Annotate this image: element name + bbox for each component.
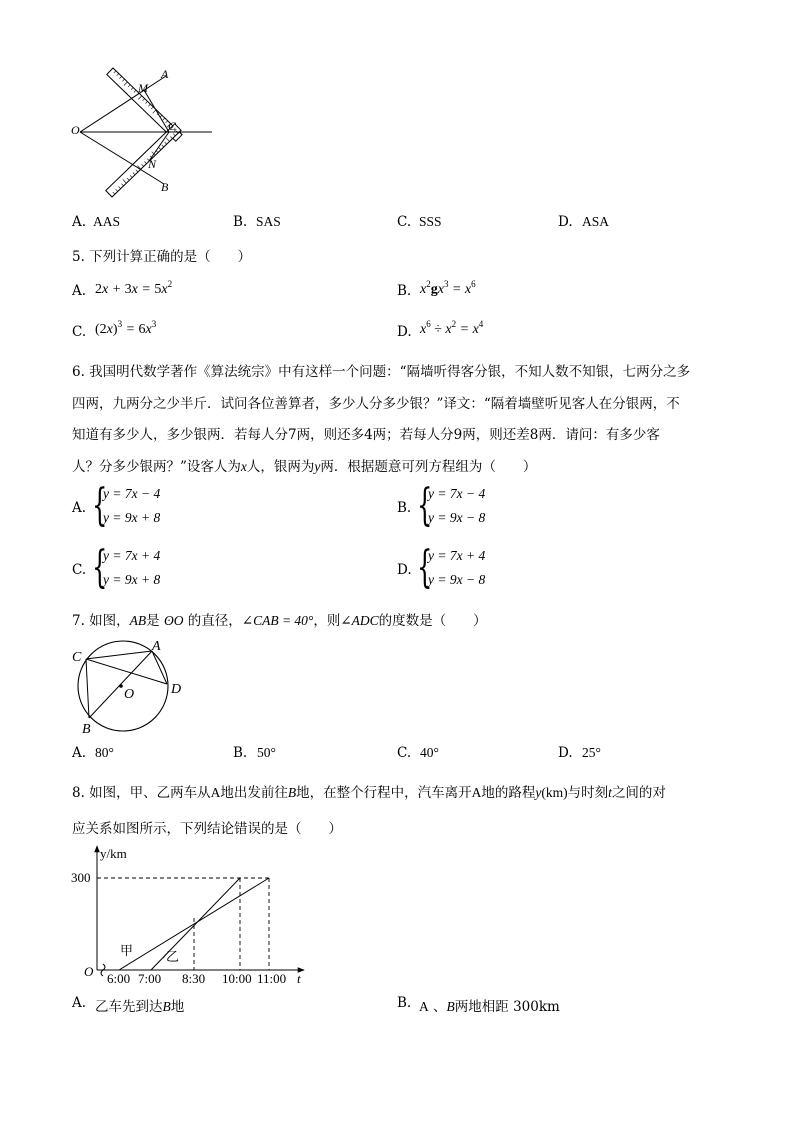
q7-option-b-text: 50° (257, 745, 276, 760)
q6-option-c-letter: C. (72, 562, 87, 578)
q6-option-c-eq1: y = 7x + 4 (103, 548, 161, 563)
tick-700: 7:00 (138, 971, 162, 986)
label-N: N (148, 157, 157, 171)
y300-label: 300 (71, 870, 91, 885)
label-yi: 乙 (166, 949, 180, 964)
q7-option-a-letter: A. (72, 745, 87, 761)
q6-option-b-eq1: y = 7x − 4 (428, 486, 486, 501)
q8-line-2: 应关系如图所示，下列结论错误的是（ ） (72, 821, 342, 837)
label-O: O (124, 687, 135, 702)
q6-line-4: 人？分多少银两？”设客人为x人，银两为y两．根据题意可列方程组为（ ） (72, 459, 537, 475)
q6-option-a-eq1: y = 7x − 4 (103, 486, 161, 501)
q6-line-1: 6. 我国明代数学著作《算法统宗》中有这样一个问题：“隔墙听得客分银，不知人数不知银，七两分之多 (72, 364, 691, 380)
q5-option-a-expr: $2x + 3x = 5x^2$ (95, 279, 173, 297)
tick-1000: 10:00 (222, 971, 252, 986)
q7-option-c-letter: C. (397, 745, 412, 761)
label-B: B (161, 180, 169, 194)
q6-option-b-letter: B. (397, 500, 412, 516)
q5-option-b-letter: B. (397, 283, 412, 299)
center-dot (119, 684, 123, 688)
label-O: O (71, 123, 80, 137)
q6-option-b-brace: { (417, 480, 433, 531)
q4-figure (64, 60, 224, 200)
q4-option-d-letter: D. (558, 214, 573, 230)
q6-line-3: 知道有多少人，多少银两．若每人分7两，则还多4两；若每人分9两，则还差8两．请问：有多少客 (72, 427, 660, 443)
tick-830: 8:30 (182, 971, 206, 986)
label-A: A (161, 67, 169, 81)
q6-option-a-letter: A. (72, 500, 87, 516)
chord-CA (86, 651, 152, 659)
q8-option-a-letter: A. (72, 995, 87, 1011)
q8-line-1: 8. 如图，甲、乙两车从A地出发前往B地，在整个行程中，汽车离开A地的路程y(km)与时刻t之间的对 (72, 785, 666, 801)
q4-option-d-text: ASA (582, 214, 610, 229)
q7-option-d-text: 25° (582, 745, 601, 760)
q7-option-c-text: 40° (420, 745, 439, 760)
q4-option-a-letter: A. (72, 214, 87, 230)
q4-option-b-letter: B. (233, 214, 248, 230)
q6-option-a-eq2: y = 9x + 8 (103, 510, 161, 525)
q5-option-a-letter: A. (72, 283, 87, 299)
q6-line-2: 四两，九两分之少半斤．试问各位善算者，多少人分多少银？”译文：“隔着墙壁听见客人在分银两，不 (72, 396, 680, 412)
q5-option-d-expr: $x^6 \div x^2 = x^4$ (420, 319, 484, 337)
q6-option-d-brace: { (417, 542, 433, 593)
q5-option-c-letter: C. (72, 324, 87, 340)
label-M: M (138, 81, 148, 95)
y-axis-label: y/km (100, 846, 127, 861)
q8-option-a-text: 乙车先到达B地 (95, 999, 185, 1015)
q4-option-b-text: SAS (256, 214, 281, 229)
q5-option-c-expr: $(2x)^3 = 6x^3$ (95, 319, 157, 337)
q7-stem: 7. 如图，AB是 ʘO 的直径，∠CAB = 40°，则∠ADC的度数是（ ） (72, 613, 487, 629)
q4-option-a-text: AAS (93, 214, 121, 229)
label-jia: 甲 (120, 943, 134, 958)
q4-option-c-text: SSS (419, 214, 442, 229)
q8-distance-time-graph (70, 840, 320, 990)
q8-option-b-text: A 、B两地相距 300km (419, 999, 560, 1015)
tick-1100: 11:00 (257, 971, 287, 986)
label-B: B (82, 722, 91, 737)
q7-option-a-text: 80° (95, 745, 114, 760)
q5-stem: 5. 下列计算正确的是（ ） (72, 249, 252, 265)
q6-option-d-letter: D. (397, 562, 412, 578)
q7-option-b-letter: B. (233, 745, 248, 761)
q7-circle-figure (66, 636, 196, 740)
tick-600: 6:00 (107, 971, 131, 986)
chord-AD (152, 651, 167, 684)
q4-option-c-letter: C. (397, 214, 412, 230)
q5-option-b-expr: $x^2gx^3 = x^6$ (420, 279, 476, 297)
origin-label: O (84, 964, 94, 979)
chord-CD (86, 659, 167, 684)
label-D: D (171, 682, 182, 697)
q8-option-b-letter: B. (397, 995, 412, 1011)
chord-CB (86, 659, 89, 718)
q6-option-c-brace: { (92, 542, 108, 593)
t-axis-label: t (297, 971, 301, 986)
q5-option-d-letter: D. (397, 324, 412, 340)
q7-option-d-letter: D. (558, 745, 573, 761)
label-C: C (168, 119, 177, 133)
label-C: C (72, 650, 82, 665)
q6-option-d-eq2: y = 9x − 8 (428, 572, 486, 587)
q6-option-d-eq1: y = 7x + 4 (428, 548, 486, 563)
q6-option-b-eq2: y = 9x − 8 (428, 510, 486, 525)
q6-option-a-brace: { (92, 480, 108, 531)
q6-option-c-eq2: y = 9x + 8 (103, 572, 161, 587)
lower-ruler (106, 124, 181, 197)
label-A: A (152, 639, 161, 654)
